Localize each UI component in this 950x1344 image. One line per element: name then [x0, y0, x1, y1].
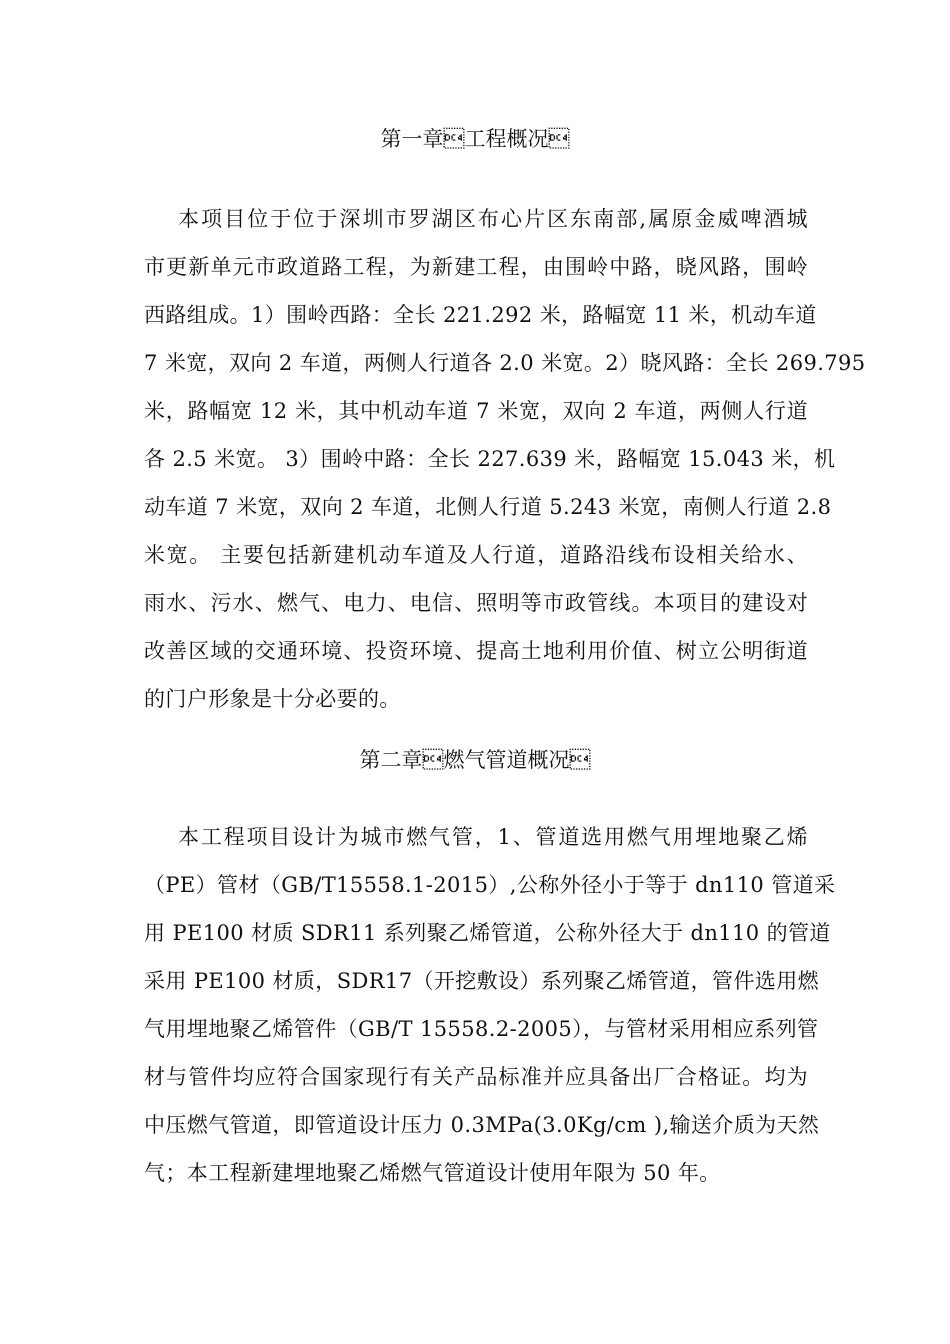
chapter1-line: 米宽。 主要包括新建机动车道及人行道，道路沿线布设相关给水、	[144, 543, 808, 567]
chapter2-line: 本工程项目设计为城市燃气管，1、管道选用燃气用埋地聚乙烯	[178, 825, 808, 849]
chapter1-line: 本项目位于位于深圳市罗湖区布心片区东南部,属原金威啤酒城	[178, 207, 808, 231]
chapter2-body	[144, 813, 836, 1197]
chapter1-body	[144, 195, 866, 723]
chapter1-line: 的门户形象是十分必要的。	[144, 687, 401, 711]
chapter1-line: 雨水、污水、燃气、电力、电信、照明等市政管线。本项目的建设对	[144, 591, 808, 615]
chapter2-title: 第二章燃气管道概况	[359, 748, 591, 772]
chapter2-line: 用 PE100 材质 SDR11 系列聚乙烯管道，公称外径大于 dn110 的管道	[144, 921, 831, 945]
chapter2-line: 材与管件均应符合国家现行有关产品标准并应具备出厂合格证。均为	[144, 1065, 808, 1089]
chapter1-line: 动车道 7 米宽，双向 2 车道，北侧人行道 5.243 米宽，南侧人行道 2.8	[144, 495, 832, 519]
chapter1-line: 各 2.5 米宽。 3）围岭中路：全长 227.639 米，路幅宽 15.043 米，机	[144, 447, 836, 471]
chapter1-line: 市更新单元市政道路工程，为新建工程，由围岭中路，晓风路，围岭	[144, 255, 808, 279]
chapter2-line: 中压燃气管道，即管道设计压力 0.3MPa(3.0Kg/cm ),输送介质为天然	[144, 1113, 820, 1137]
chapter1-line: 改善区域的交通环境、投资环境、提高土地利用价值、树立公明街道	[144, 639, 808, 663]
chapter2-line: （PE）管材（GB/T15558.1-2015）,公称外径小于等于 dn110 管道采	[144, 873, 836, 897]
chapter1-title: 第一章工程概况	[380, 127, 570, 151]
chapter2-line: 气；本工程新建埋地聚乙烯燃气管道设计使用年限为 50 年。	[144, 1161, 721, 1185]
chapter1-line: 西路组成。1）围岭西路：全长 221.292 米，路幅宽 11 米，机动车道	[144, 303, 817, 327]
chapter1-line: 米，路幅宽 12 米，其中机动车道 7 米宽，双向 2 车道，两侧人行道	[144, 399, 808, 423]
chapter2-line: 气用埋地聚乙烯管件（GB/T 15558.2-2005），与管材采用相应系列管	[144, 1017, 819, 1041]
chapter2-line: 采用 PE100 材质，SDR17（开挖敷设）系列聚乙烯管道，管件选用燃	[144, 969, 820, 993]
chapter1-line: 7 米宽，双向 2 车道，两侧人行道各 2.0 米宽。2）晓风路：全长 269.795	[144, 351, 866, 375]
